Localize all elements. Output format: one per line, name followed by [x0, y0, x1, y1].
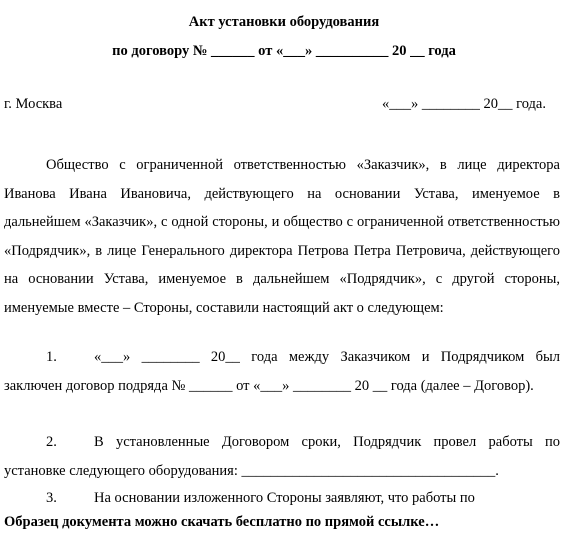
list-item-number: 2. — [46, 434, 57, 450]
list-item-text: На основании изложенного Стороны заявляют, что работы по — [94, 490, 475, 506]
document-subtitle: по договору № ______ от «___» __________ 20 __ года — [112, 43, 456, 59]
document-title: Акт установки оборудования — [188, 14, 380, 30]
list-item-number: 1. — [46, 349, 57, 365]
list-item — [4, 484, 560, 513]
list-item — [4, 343, 560, 400]
download-link[interactable]: Образец документа можно скачать бесплатно по прямой ссылке… — [4, 514, 440, 530]
document-place: г. Москва — [4, 96, 63, 112]
list-item — [4, 428, 560, 485]
place-date-row — [4, 96, 546, 116]
intro-paragraph: Общество с ограниченной ответственностью «Заказчик», в лице директора Иванова Ивана Ивановича, действующего на основании Устава, именуемое в дальнейшем «Заказчик», с одной стороны, и общество с ограниченной ответственностью «Подрядчик», в лице Генерального директора Петрова Петра Петровича, действующего на основании Устава, именуемое в дальнейшем «Подрядчик», с другой стороны, именуемые вместе – Стороны, составили настоящий акт о следующем: — [4, 157, 560, 316]
list-item-text: В установленные Договором сроки, Подрядчик провел работы по установке следующего оборудования: ___________________________________. — [4, 434, 560, 479]
list-item-text: «___» ________ 20__ года между Заказчиком и Подрядчиком был заключен договор подряда № ______ от «___» ________ 20 __ года (далее – Договор). — [4, 349, 560, 394]
document-date: «___» ________ 20__ года. — [382, 96, 546, 112]
list-item-number: 3. — [46, 490, 57, 506]
